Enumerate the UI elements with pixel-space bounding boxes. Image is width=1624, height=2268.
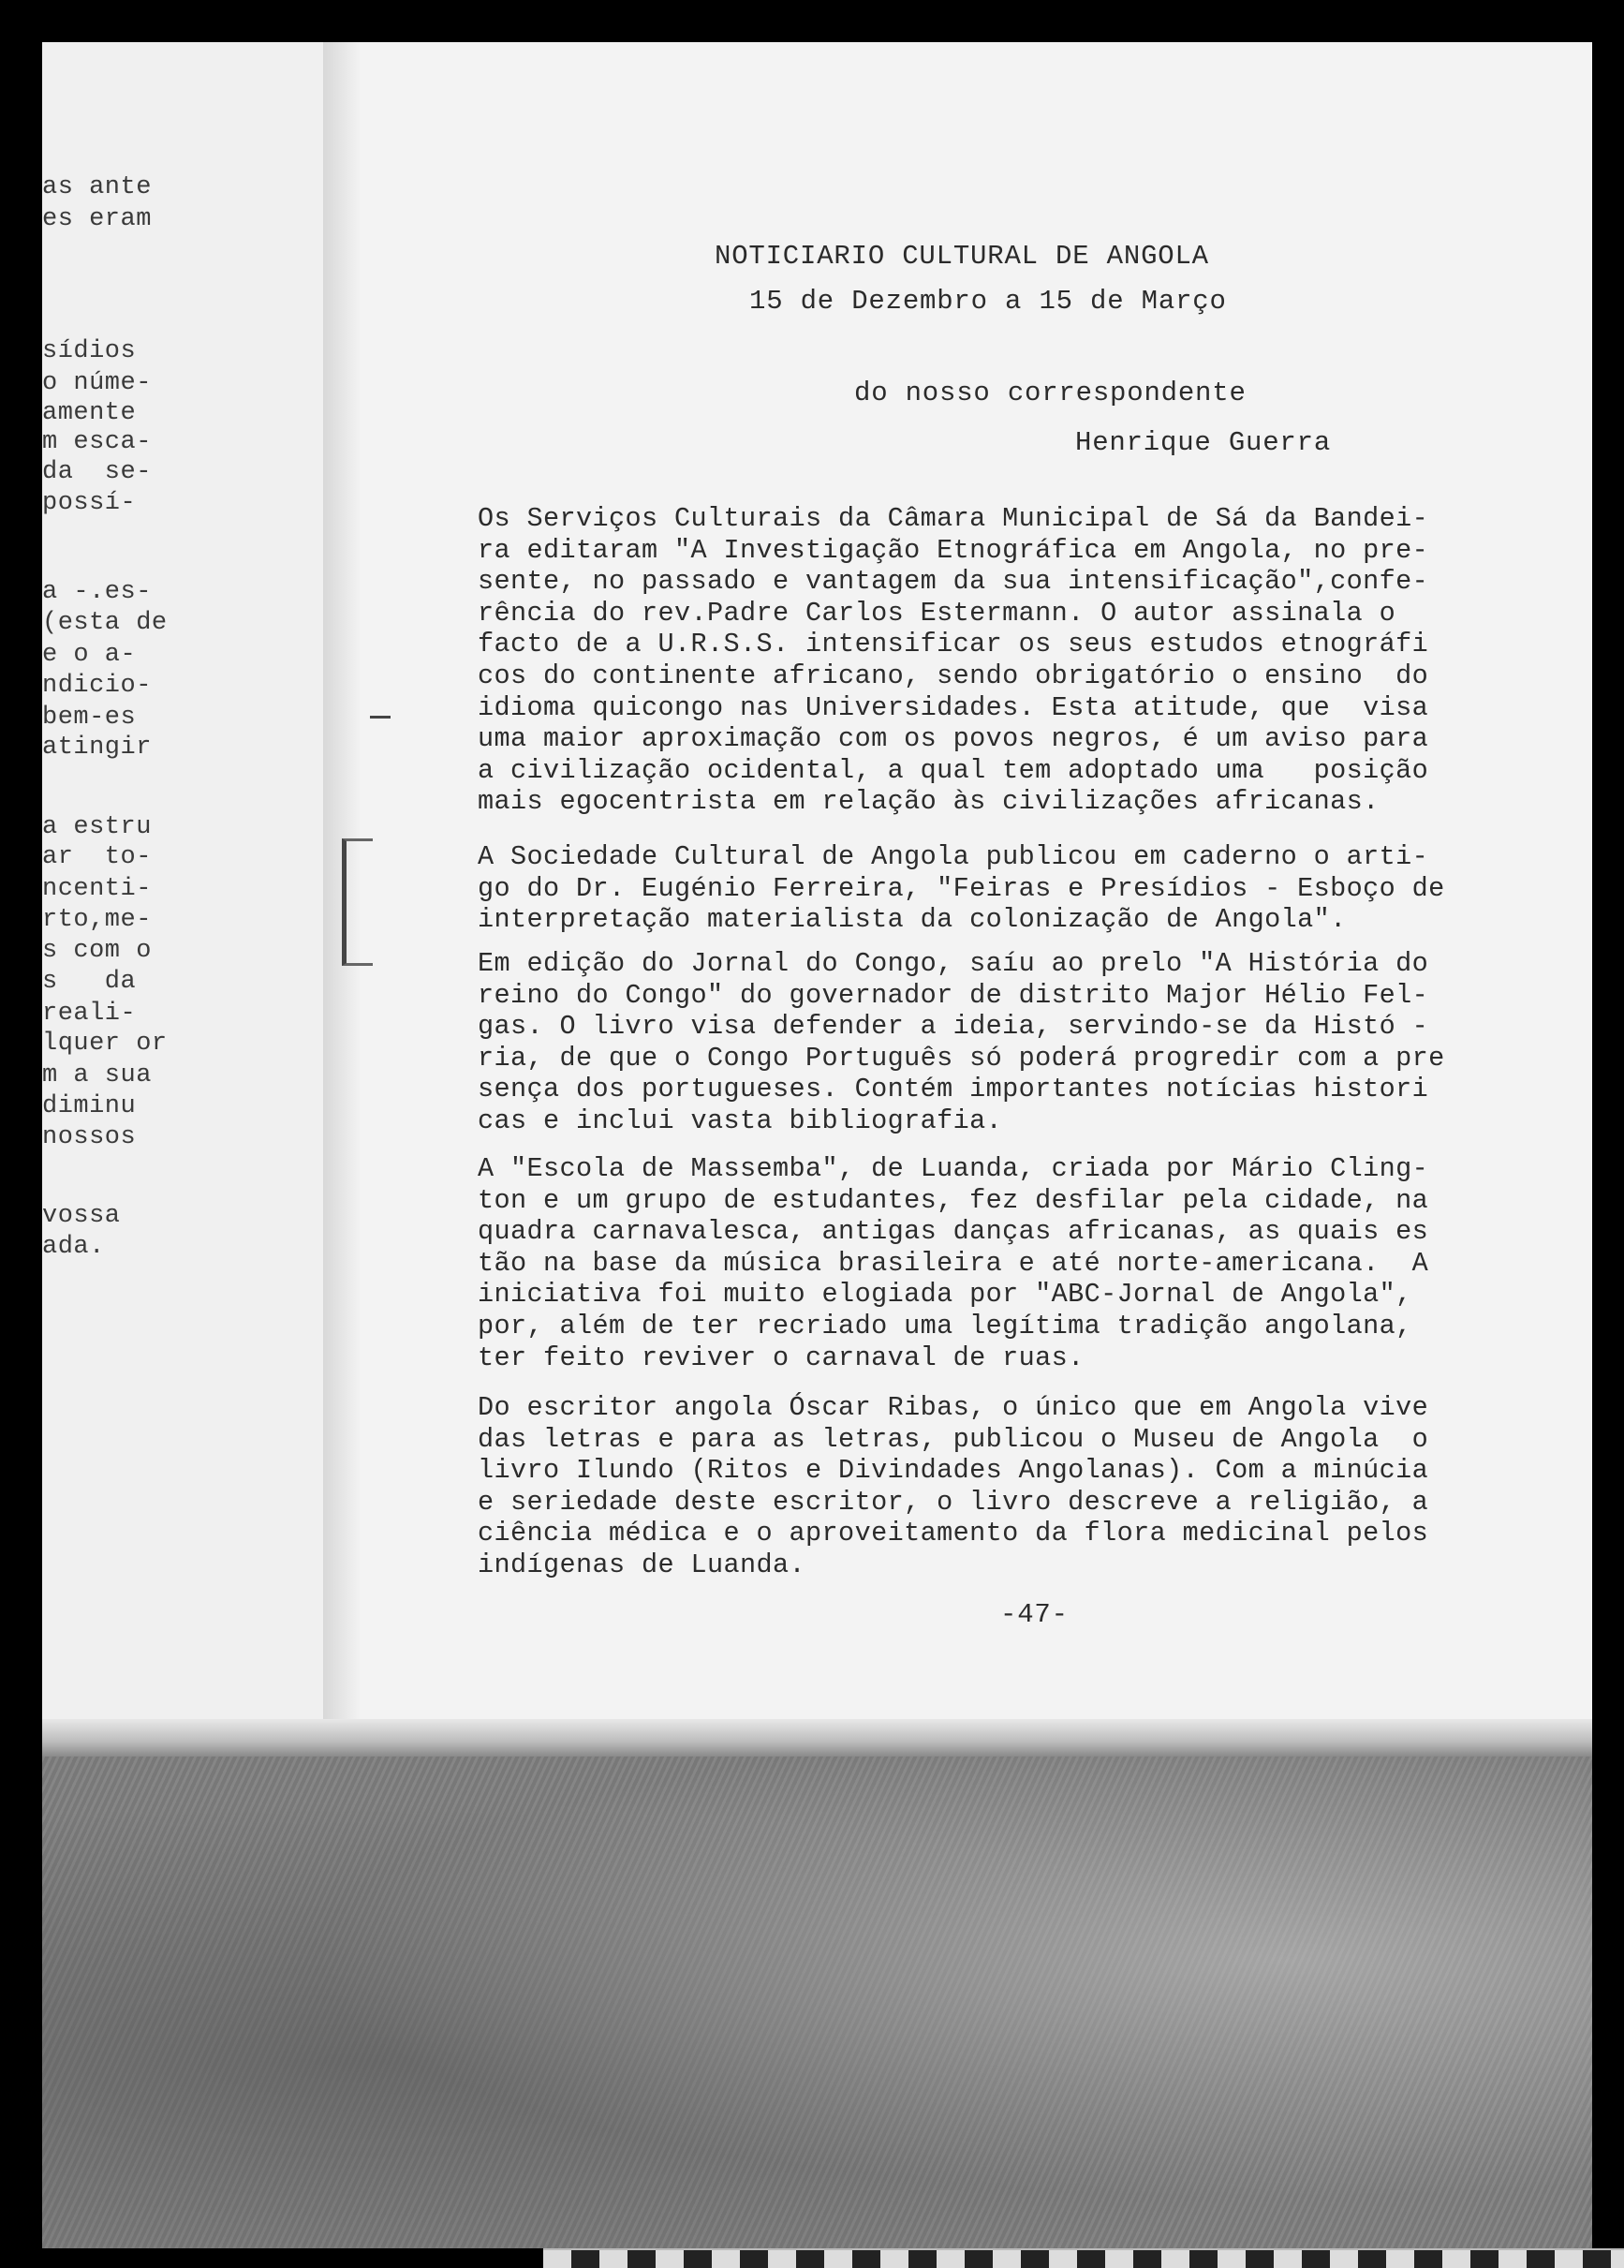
previous-page-fragment: amente — [42, 399, 137, 427]
paragraph-3 — [478, 948, 1480, 1137]
text-line: uma maior aproximação com os povos negros, é um aviso para — [478, 723, 1429, 755]
text-line: sença dos portugueses. Contém importantes notícias histori — [478, 1074, 1429, 1105]
text-line: facto de a U.R.S.S. intensificar os seus estudos etnográfi — [478, 629, 1429, 660]
text-line: livro Ilundo (Ritos e Divindades Angolanas). Com a minúcia — [478, 1455, 1429, 1487]
text-line: ciência médica e o aproveitamento da flora medicinal pelos — [478, 1518, 1429, 1549]
text-line: gas. O livro visa defender a ideia, servindo-se da Histó - — [478, 1011, 1429, 1043]
previous-page-fragment: ada. — [42, 1233, 105, 1261]
text-line: reino do Congo" do governador de distrito Major Hélio Fel- — [478, 979, 1429, 1011]
page-number: -47- — [1000, 1599, 1069, 1630]
text-line: A "Escola de Massemba", de Luanda, criada por Mário Cling- — [478, 1153, 1429, 1184]
paragraph-1 — [478, 503, 1480, 818]
text-line: ria, de que o Congo Português só poderá progredir com a pre — [478, 1042, 1445, 1074]
previous-page-fragment: da se- — [42, 458, 152, 486]
text-line: cas e inclui vasta bibliografia. — [478, 1104, 1003, 1136]
paragraph-2 — [478, 841, 1480, 936]
previous-page-fragment: ar to- — [42, 843, 152, 871]
paragraph-4 — [478, 1153, 1480, 1373]
text-line: e seriedade deste escritor, o livro descreve a religião, a — [478, 1486, 1429, 1518]
text-line: por, além de ter recriado uma legítima tradição angolana, — [478, 1310, 1412, 1342]
author-name: Henrique Guerra — [1075, 427, 1332, 458]
previous-page-fragment: m esca- — [42, 428, 152, 456]
text-line: idioma quicongo nas Universidades. Esta atitude, que visa — [478, 691, 1429, 723]
previous-page-fragment: vossa — [42, 1202, 121, 1230]
text-line: go do Dr. Eugénio Ferreira, "Feiras e Presídios - Esboço de — [478, 872, 1445, 904]
text-line: quadra carnavalesca, antigas danças africanas, as quais es — [478, 1216, 1429, 1248]
previous-page-fragment: nossos — [42, 1123, 137, 1151]
previous-page-fragment: sídios — [42, 337, 137, 365]
previous-page-fragment: e o a- — [42, 641, 137, 669]
previous-page-fragment: bem-es — [42, 704, 137, 732]
text-line: ter feito reviver o carnaval de ruas. — [478, 1342, 1085, 1373]
previous-page-fragment: m a sua — [42, 1061, 152, 1090]
previous-page-fragment: lquer or — [42, 1030, 168, 1058]
previous-page-fragment: (esta de — [42, 609, 168, 637]
paragraph-5 — [478, 1392, 1480, 1581]
text-line: Os Serviços Culturais da Câmara Municipal de Sá da Bandei- — [478, 503, 1429, 534]
text-line: das letras e para as letras, publicou o Museu de Angola o — [478, 1423, 1429, 1455]
text-line: cos do continente africano, sendo obrigatório o ensino do — [478, 660, 1429, 691]
previous-page-fragment: as ante — [42, 173, 152, 201]
previous-page-fragment: atingir — [42, 734, 152, 762]
text-line: ra editaram "A Investigação Etnográfica em Angola, no pre- — [478, 534, 1429, 566]
previous-page-fragment: a -.es- — [42, 578, 152, 606]
previous-page-fragment: o núme- — [42, 369, 152, 397]
text-line: Do escritor angola Óscar Ribas, o único que em Angola vive — [478, 1392, 1429, 1423]
text-line: Em edição do Jornal do Congo, saíu ao prelo "A História do — [478, 948, 1429, 979]
previous-page-fragment: reali- — [42, 1000, 137, 1028]
text-line: iniciativa foi muito elogiada por "ABC-Jornal de Angola", — [478, 1279, 1412, 1311]
previous-page-fragment: rto,me- — [42, 906, 152, 934]
document-date-range: 15 de Dezembro a 15 de Março — [749, 286, 1227, 317]
previous-page-fragment: ndicio- — [42, 672, 152, 700]
text-line: indígenas de Luanda. — [478, 1549, 806, 1580]
text-line: A Sociedade Cultural de Angola publicou em caderno o arti- — [478, 841, 1429, 872]
previous-page-fragment: a estru — [42, 813, 152, 841]
text-line: interpretação materialista da colonização de Angola". — [478, 904, 1347, 936]
byline: do nosso correspondente — [854, 378, 1247, 408]
previous-page-fragment: es eram — [42, 205, 152, 233]
text-line: sente, no passado e vantagem da sua intensificação",confe- — [478, 566, 1429, 598]
previous-page-fragment: s com o — [42, 937, 152, 965]
previous-page-fragment: possí- — [42, 489, 137, 517]
previous-page-fragment: ncenti- — [42, 875, 152, 903]
text-line: rência do rev.Padre Carlos Estermann. O autor assinala o — [478, 597, 1396, 629]
previous-page-fragment: s da — [42, 968, 137, 996]
text-line: tão na base da música brasileira e até norte-americana. A — [478, 1247, 1429, 1279]
document-title: NOTICIARIO CULTURAL DE ANGOLA — [715, 241, 1209, 272]
text-line: mais egocentrista em relação às civilizações africanas. — [478, 786, 1380, 818]
previous-page-fragment: diminu — [42, 1092, 137, 1120]
text-line: a civilização ocidental, a qual tem adoptado uma posição — [478, 754, 1429, 786]
text-line: ton e um grupo de estudantes, fez desfilar pela cidade, na — [478, 1184, 1429, 1216]
